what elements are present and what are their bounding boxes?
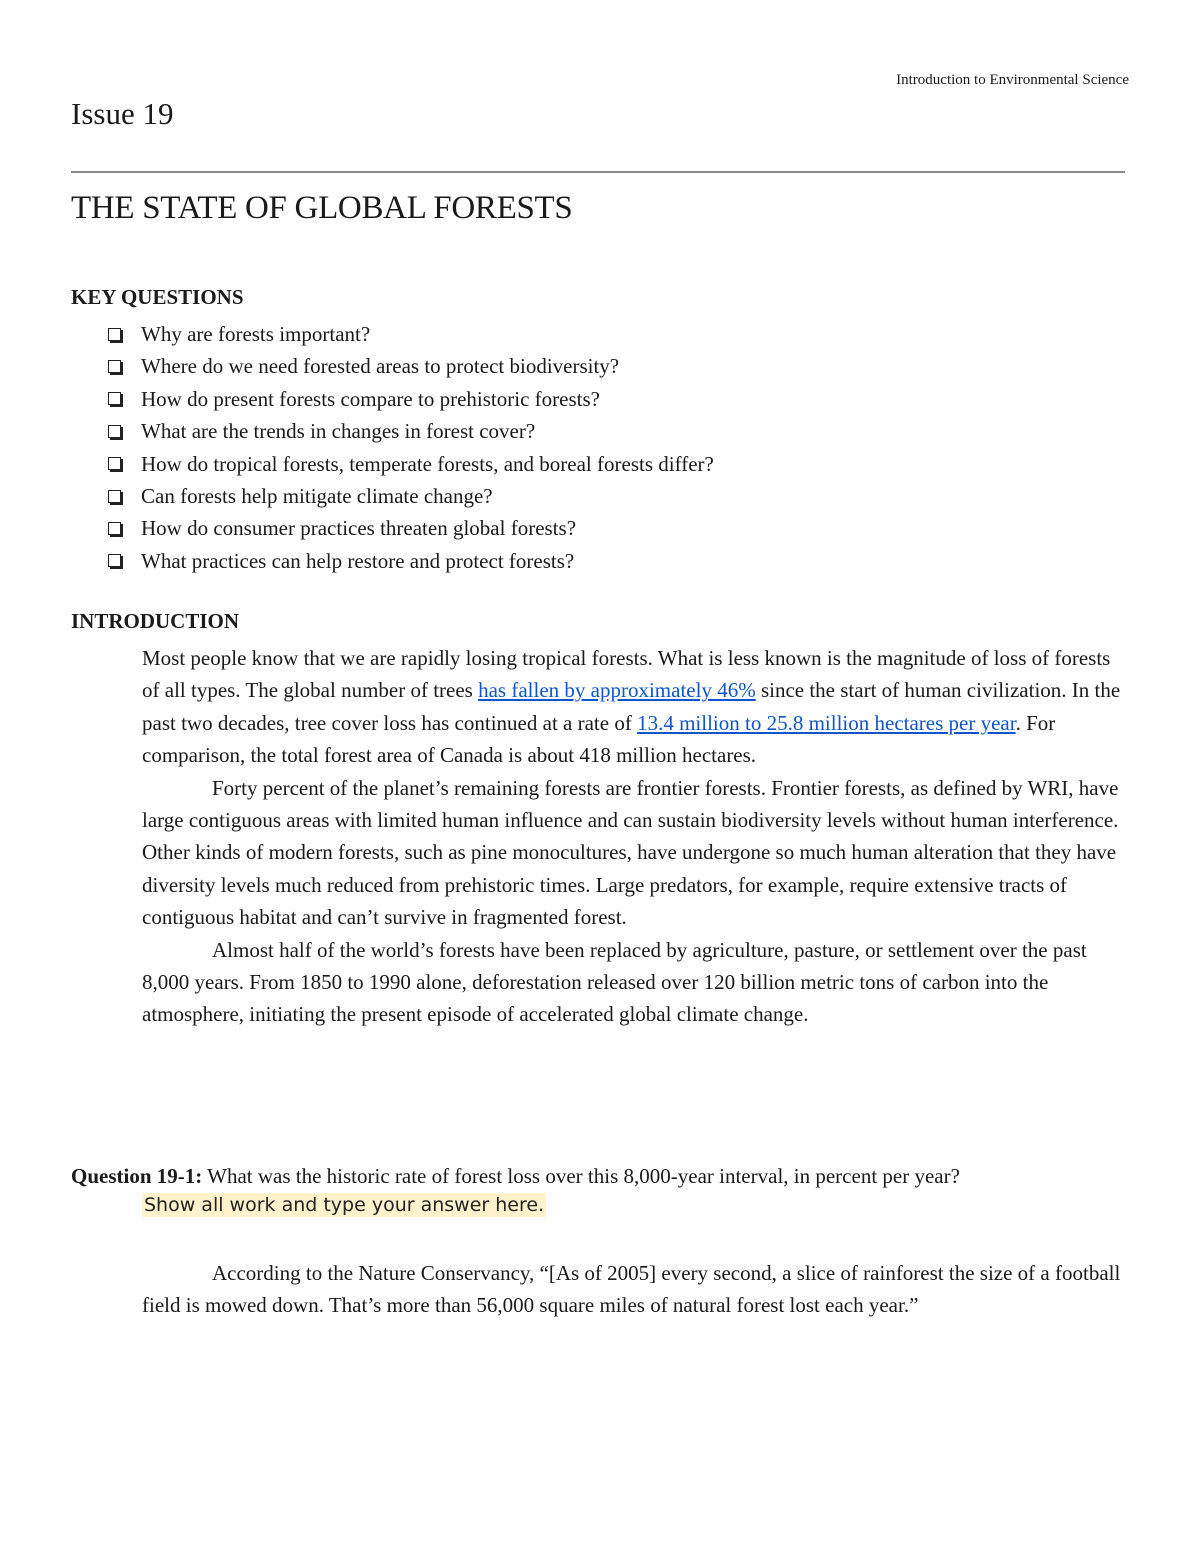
checkbox-icon [108, 360, 121, 373]
checkbox-icon [108, 522, 121, 535]
checkbox-icon [108, 425, 121, 438]
introduction-heading: INTRODUCTION [71, 609, 240, 633]
checkbox-icon [108, 490, 121, 503]
checkbox-icon [108, 328, 121, 341]
checkbox-icon [108, 392, 121, 405]
key-questions-heading: KEY QUESTIONS [71, 285, 244, 309]
trees-fallen-link[interactable]: has fallen by approximately 46% [478, 678, 756, 703]
question-label: Question 19-1: [71, 1164, 203, 1188]
tree-cover-loss-link[interactable]: 13.4 million to 25.8 million hectares per year [637, 710, 1016, 735]
issue-number: Issue 19 [71, 96, 174, 131]
list-item: How do consumer practices threaten global forests? [108, 512, 714, 544]
list-item: Why are forests important? [108, 318, 714, 350]
list-item: Can forests help mitigate climate change? [108, 480, 714, 512]
list-item: What are the trends in changes in forest cover? [108, 415, 714, 447]
list-item: How do tropical forests, temperate forests, and boreal forests differ? [108, 448, 714, 480]
question-19-1 [71, 1160, 1131, 1192]
answer-field[interactable]: Show all work and type your answer here. [144, 1194, 545, 1216]
question-text: What was the historic rate of forest loss over this 8,000-year interval, in percent per year? [202, 1164, 960, 1188]
nature-conservancy-quote: According to the Nature Conservancy, “[As of 2005] every second, a slice of rainforest the size of a football field is mowed down. That’s more than 56,000 square miles of natural forest lost each year.” [142, 1261, 1121, 1318]
list-item: How do present forests compare to prehistoric forests? [108, 383, 714, 415]
checkbox-icon [108, 457, 121, 470]
introduction-paragraph-1: Most people know that we are rapidly losing tropical forests. What is less known is the magnitude of loss of forests of all types. The global number of trees has fallen by approximately 46% since the start of human civilization. In the past two decades, tree cover loss has continued at a rate of 13.4 million to 25.8 million hectares per year. For comparison, the total forest area of Canada is about 418 million hectares. [142, 646, 1121, 768]
list-item: Where do we need forested areas to protect biodiversity? [108, 350, 714, 382]
list-item: What practices can help restore and protect forests? [108, 545, 714, 577]
horizontal-rule [71, 171, 1125, 173]
checkbox-icon [108, 554, 121, 567]
introduction-paragraph-2: Forty percent of the planet’s remaining forests are frontier forests. Frontier forests, as defined by WRI, have large contiguous areas with limited human influence and can sustain biodiversity levels without human interference. Other kinds of modern forests, such as pine monocultures, have undergone so much human alteration that they have diversity levels much reduced from prehistoric times. Large predators, for example, require extensive tracts of contiguous habitat and can’t survive in fragmented forest. [142, 775, 1119, 930]
introduction-body [142, 642, 1127, 1031]
course-header: Introduction to Environmental Science [896, 72, 1129, 88]
quote-body [142, 1257, 1127, 1322]
page-title: THE STATE OF GLOBAL FORESTS [71, 190, 573, 226]
key-questions-list [108, 318, 714, 577]
introduction-paragraph-3: Almost half of the world’s forests have been replaced by agriculture, pasture, or settlement over the past 8,000 years. From 1850 to 1990 alone, deforestation released over 120 billion metric tons of carbon into the atmosphere, initiating the present episode of accelerated global climate change. [142, 937, 1087, 1027]
